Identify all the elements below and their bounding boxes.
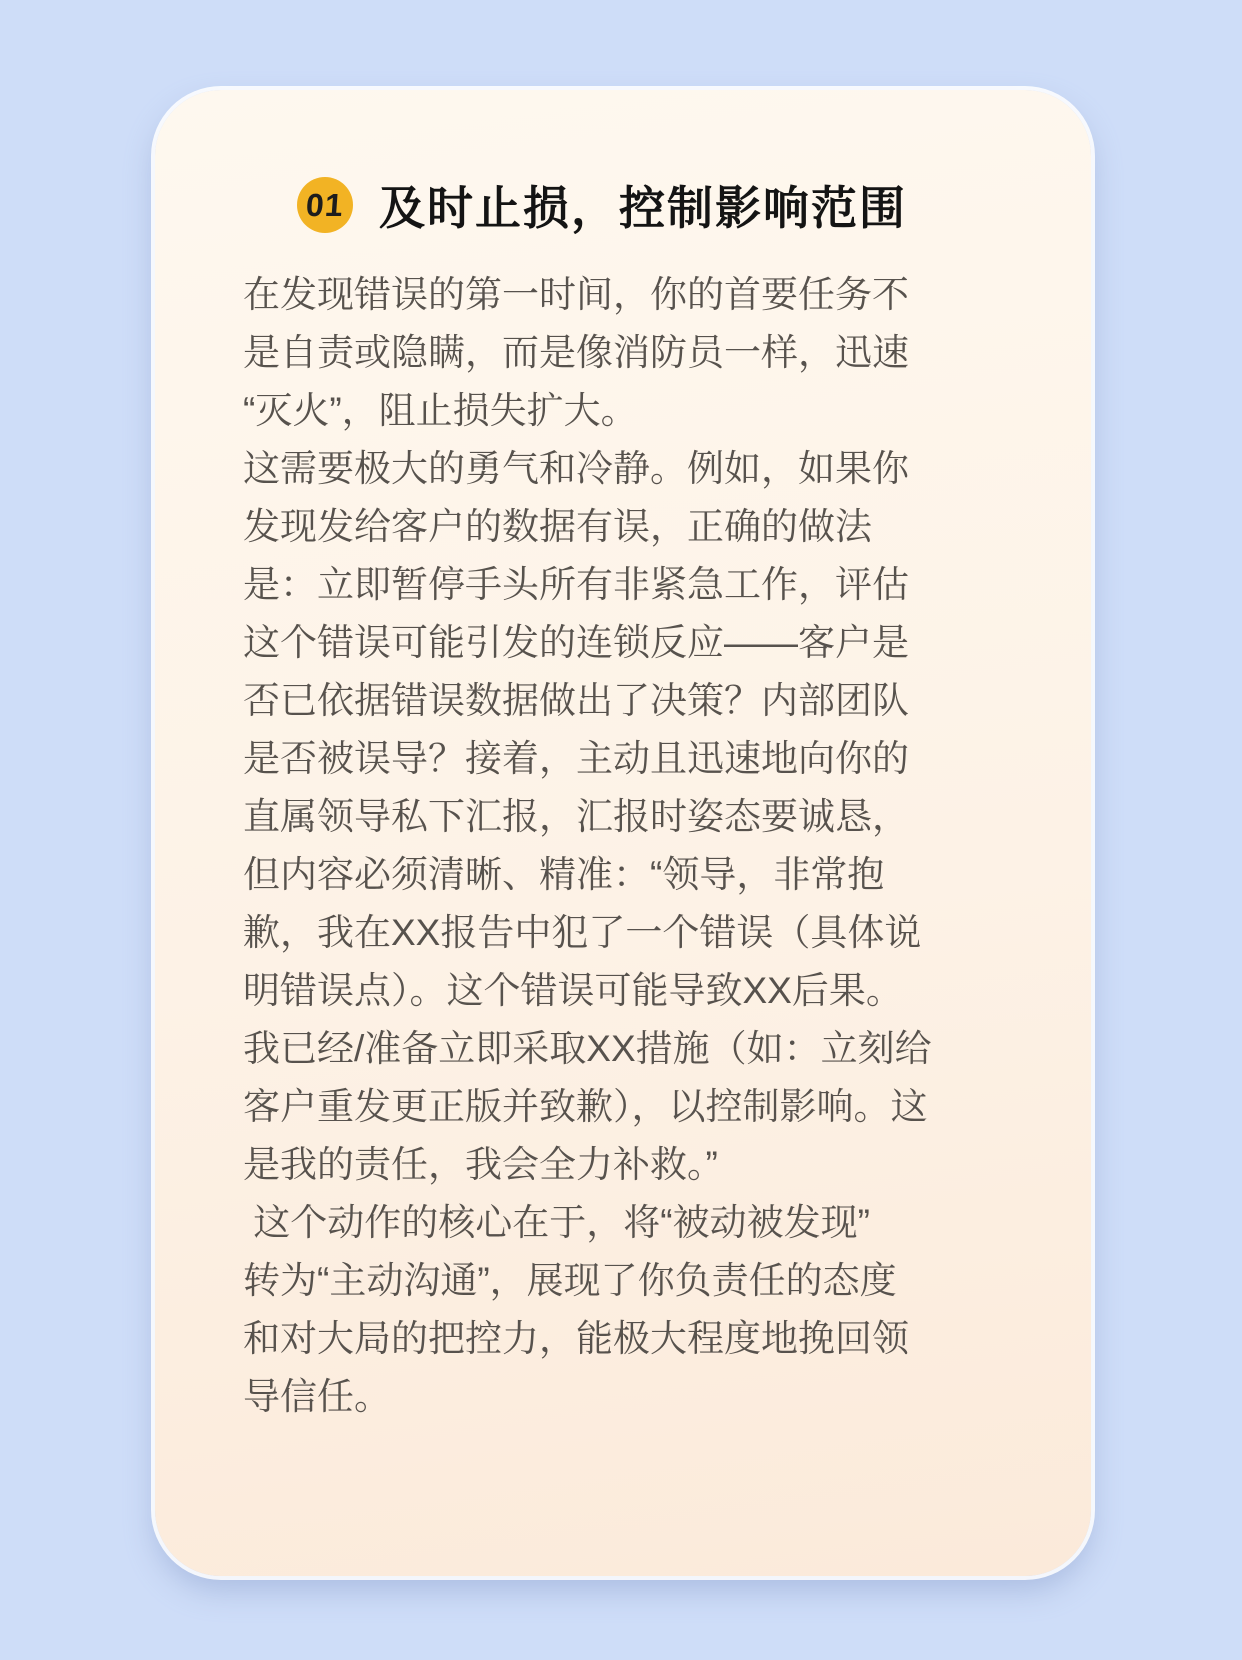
body-text-line: 是否被误导？接着，主动且迅速地向你的 [243,738,909,779]
body-text [243,266,1033,1426]
body-text-line: 明错误点）。这个错误可能导致XX后果。 [243,970,903,1011]
body-text-line: 和对大局的把控力，能极大程度地挽回领 [243,1318,909,1359]
section-number: 01 [304,186,346,223]
section-title: 及时止损，控制影响范围 [379,182,907,234]
body-text-line: 是我的责任，我会全力补救。” [243,1144,718,1185]
body-text-line: 这需要极大的勇气和冷静。例如，如果你 [243,448,909,489]
body-text-line: “灭火”，阻止损失扩大。 [243,390,638,431]
content-card [155,90,1091,1576]
body-text-line: 这个错误可能引发的连锁反应——客户是 [243,622,909,663]
body-text-line: 直属领导私下汇报，汇报时姿态要诚恳， [243,796,909,837]
body-text-line: 是自责或隐瞒，而是像消防员一样，迅速 [243,332,909,373]
body-text-line: 发现发给客户的数据有误，正确的做法 [243,506,872,547]
section-number-badge [297,177,353,233]
body-text-line: 否已依据错误数据做出了决策？内部团队 [243,680,909,721]
body-text-line: 是：立即暂停手头所有非紧急工作，评估 [243,564,909,605]
body-text-line: 但内容必须清晰、精准：“领导，非常抱 [243,854,885,895]
body-text-line: 转为“主动沟通”，展现了你负责任的态度 [243,1260,897,1301]
body-text-line: 客户重发更正版并致歉），以控制影响。这 [243,1086,928,1127]
body-text-line: 在发现错误的第一时间，你的首要任务不 [243,274,909,315]
body-text-line: 导信任。 [243,1376,391,1417]
body-text-line: 这个动作的核心在于，将“被动被发现” [243,1202,870,1243]
body-text-line: 我已经/准备立即采取XX措施（如：立刻给 [243,1028,932,1069]
body-text-line: 歉，我在XX报告中犯了一个错误（具体说 [243,912,922,953]
section-header [297,172,907,238]
